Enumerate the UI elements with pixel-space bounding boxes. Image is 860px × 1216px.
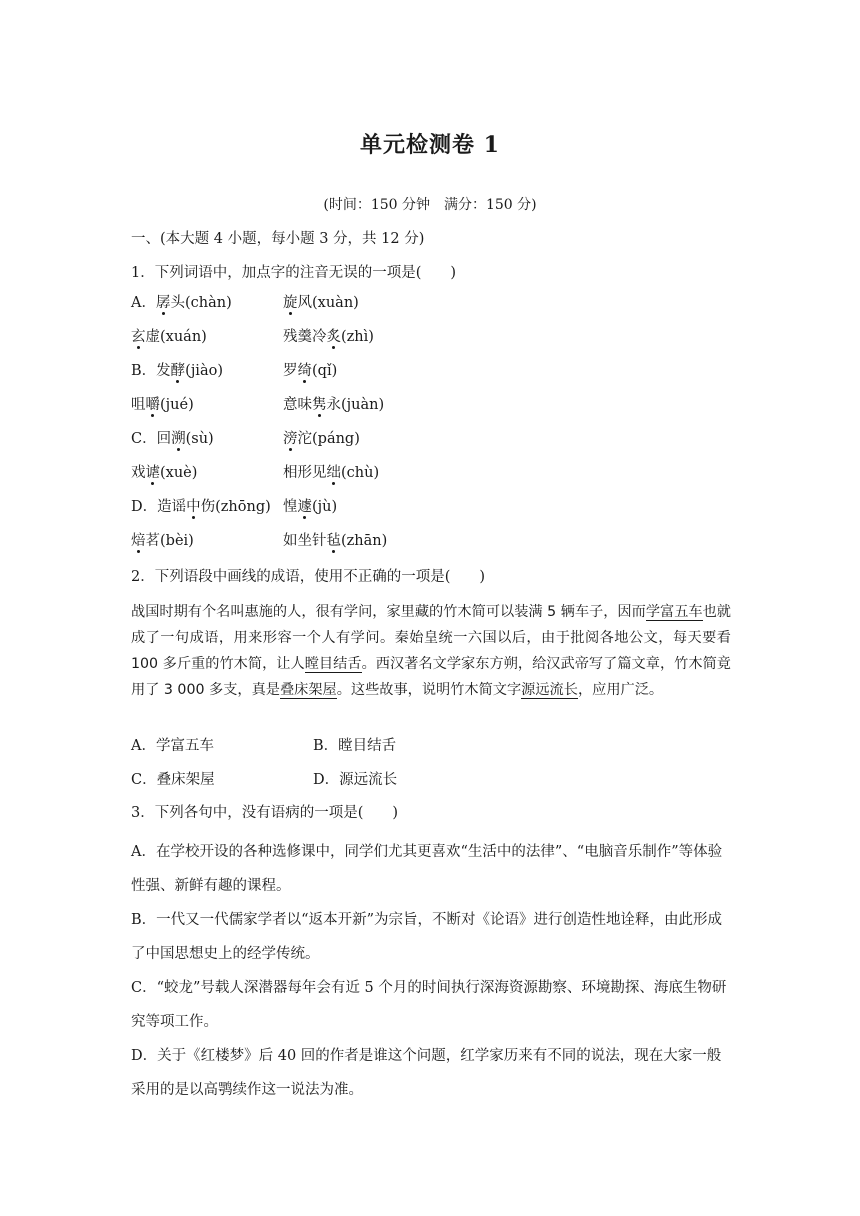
dotted-char: 炙 [326, 329, 341, 345]
q1-option-c: C．回溯(sù) [131, 431, 214, 447]
q1-a-word-3: 玄虚(xuán) [131, 329, 207, 345]
q1-c-word-3: 戏谑(xuè) [131, 465, 198, 481]
underlined-idiom: 叠床架屋 [279, 682, 337, 698]
dotted-char: 毡 [326, 533, 341, 549]
page-title: 单元检测卷 1 [360, 132, 500, 158]
dotted-char: 旋 [283, 295, 298, 311]
q1-a-word-2: 旋风(xuàn) [283, 295, 359, 311]
underlined-idiom: 源远流长 [521, 682, 578, 698]
q2-option-c: C．叠床架屋 [131, 772, 215, 788]
dotted-char: 酵 [170, 363, 186, 379]
exam-info: (时间：150 分钟 满分：150 分) [323, 197, 537, 213]
q3-option-a: A．在学校开设的各种选修课中，同学们尤其更喜欢“生活中的法律”、“电脑音乐制作”等体验性强、新鲜有趣的课程。 [131, 844, 723, 894]
q1-c-word-2: 滂沱(páng) [283, 431, 360, 447]
q2-option-d: D．源远流长 [313, 772, 398, 788]
dotted-char: 绌 [326, 465, 341, 481]
q2-option-a: A．学富五车 [131, 738, 214, 754]
q1-d-word-4: 如坐针毡(zhān) [283, 533, 388, 549]
q1-d-word-2: 惶遽(jù) [283, 499, 338, 515]
dotted-char: 绮 [297, 363, 312, 379]
q1-option-a: A．孱头(chàn) [131, 295, 232, 311]
q1-d-word-3: 焙茗(bèi) [131, 533, 194, 549]
q1-c-word-4: 相形见绌(chù) [283, 465, 380, 481]
q3-option-b: B．一代又一代儒家学者以“返本开新”为宗旨，不断对《论语》进行创造性地诠释，由此形成了中国思想史上的经学传统。 [131, 912, 722, 962]
question-3-stem: 3．下列各句中，没有语病的一项是( ) [131, 805, 399, 821]
question-1-stem: 1．下列词语中，加点字的注音无误的一项是( ) [131, 265, 457, 281]
q3-option-c: C．“蛟龙”号载人深潜器每年会有近 5 个月的时间执行深海资源勘察、环境勘探、海底生物研究等项工作。 [131, 980, 727, 1030]
q2-passage: 战国时期有个名叫惠施的人，很有学问，家里藏的竹木简可以装满 5 辆车子，因而学富五车也就成了一句成语，用来形容一个人有学问。秦始皇统一六国以后，由于批阅各地公文，每天要看 100 多斤重的竹木简，让人瞠目结舌。西汉著名文学家东方朔，给汉武帝写了篇文章，竹木简竟用了 3 000 多支，真是叠床架屋。这些故事，说明竹木简文字源远流长，应用广泛。 [131, 604, 731, 698]
q3-option-d: D．关于《红楼梦》后 40 回的作者是谁这个问题，红学家历来有不同的说法，现在大家一般采用的是以高鹗续作这一说法为准。 [131, 1048, 722, 1098]
dotted-char: 中 [186, 499, 201, 515]
q1-option-b: B．发酵(jiào) [131, 363, 223, 379]
underlined-idiom: 瞠目结舌 [304, 656, 362, 672]
question-2-stem: 2．下列语段中画线的成语，使用不正确的一项是( ) [131, 569, 486, 585]
q2-option-b: B．瞠目结舌 [313, 738, 397, 754]
dotted-char: 嚼 [145, 397, 160, 413]
section-heading: 一、(本大题 4 小题，每小题 3 分，共 12 分) [131, 231, 425, 247]
dotted-char: 玄 [131, 329, 146, 345]
dotted-char: 孱 [155, 295, 171, 311]
q1-a-word-4: 残羹冷炙(zhì) [283, 329, 374, 345]
q1-b-word-2: 罗绮(qǐ) [283, 363, 338, 379]
dotted-char: 滂 [283, 431, 298, 447]
dotted-char: 溯 [171, 431, 186, 447]
underlined-idiom: 学富五车 [645, 604, 703, 620]
dotted-char: 隽 [312, 397, 327, 413]
q1-b-word-3: 咀嚼(jué) [131, 397, 194, 413]
dotted-char: 遽 [297, 499, 312, 515]
dotted-char: 谑 [145, 465, 160, 481]
dotted-char: 焙 [131, 533, 146, 549]
q1-option-d: D．造谣中伤(zhōng) [131, 499, 271, 515]
q1-b-word-4: 意味隽永(juàn) [283, 397, 385, 413]
